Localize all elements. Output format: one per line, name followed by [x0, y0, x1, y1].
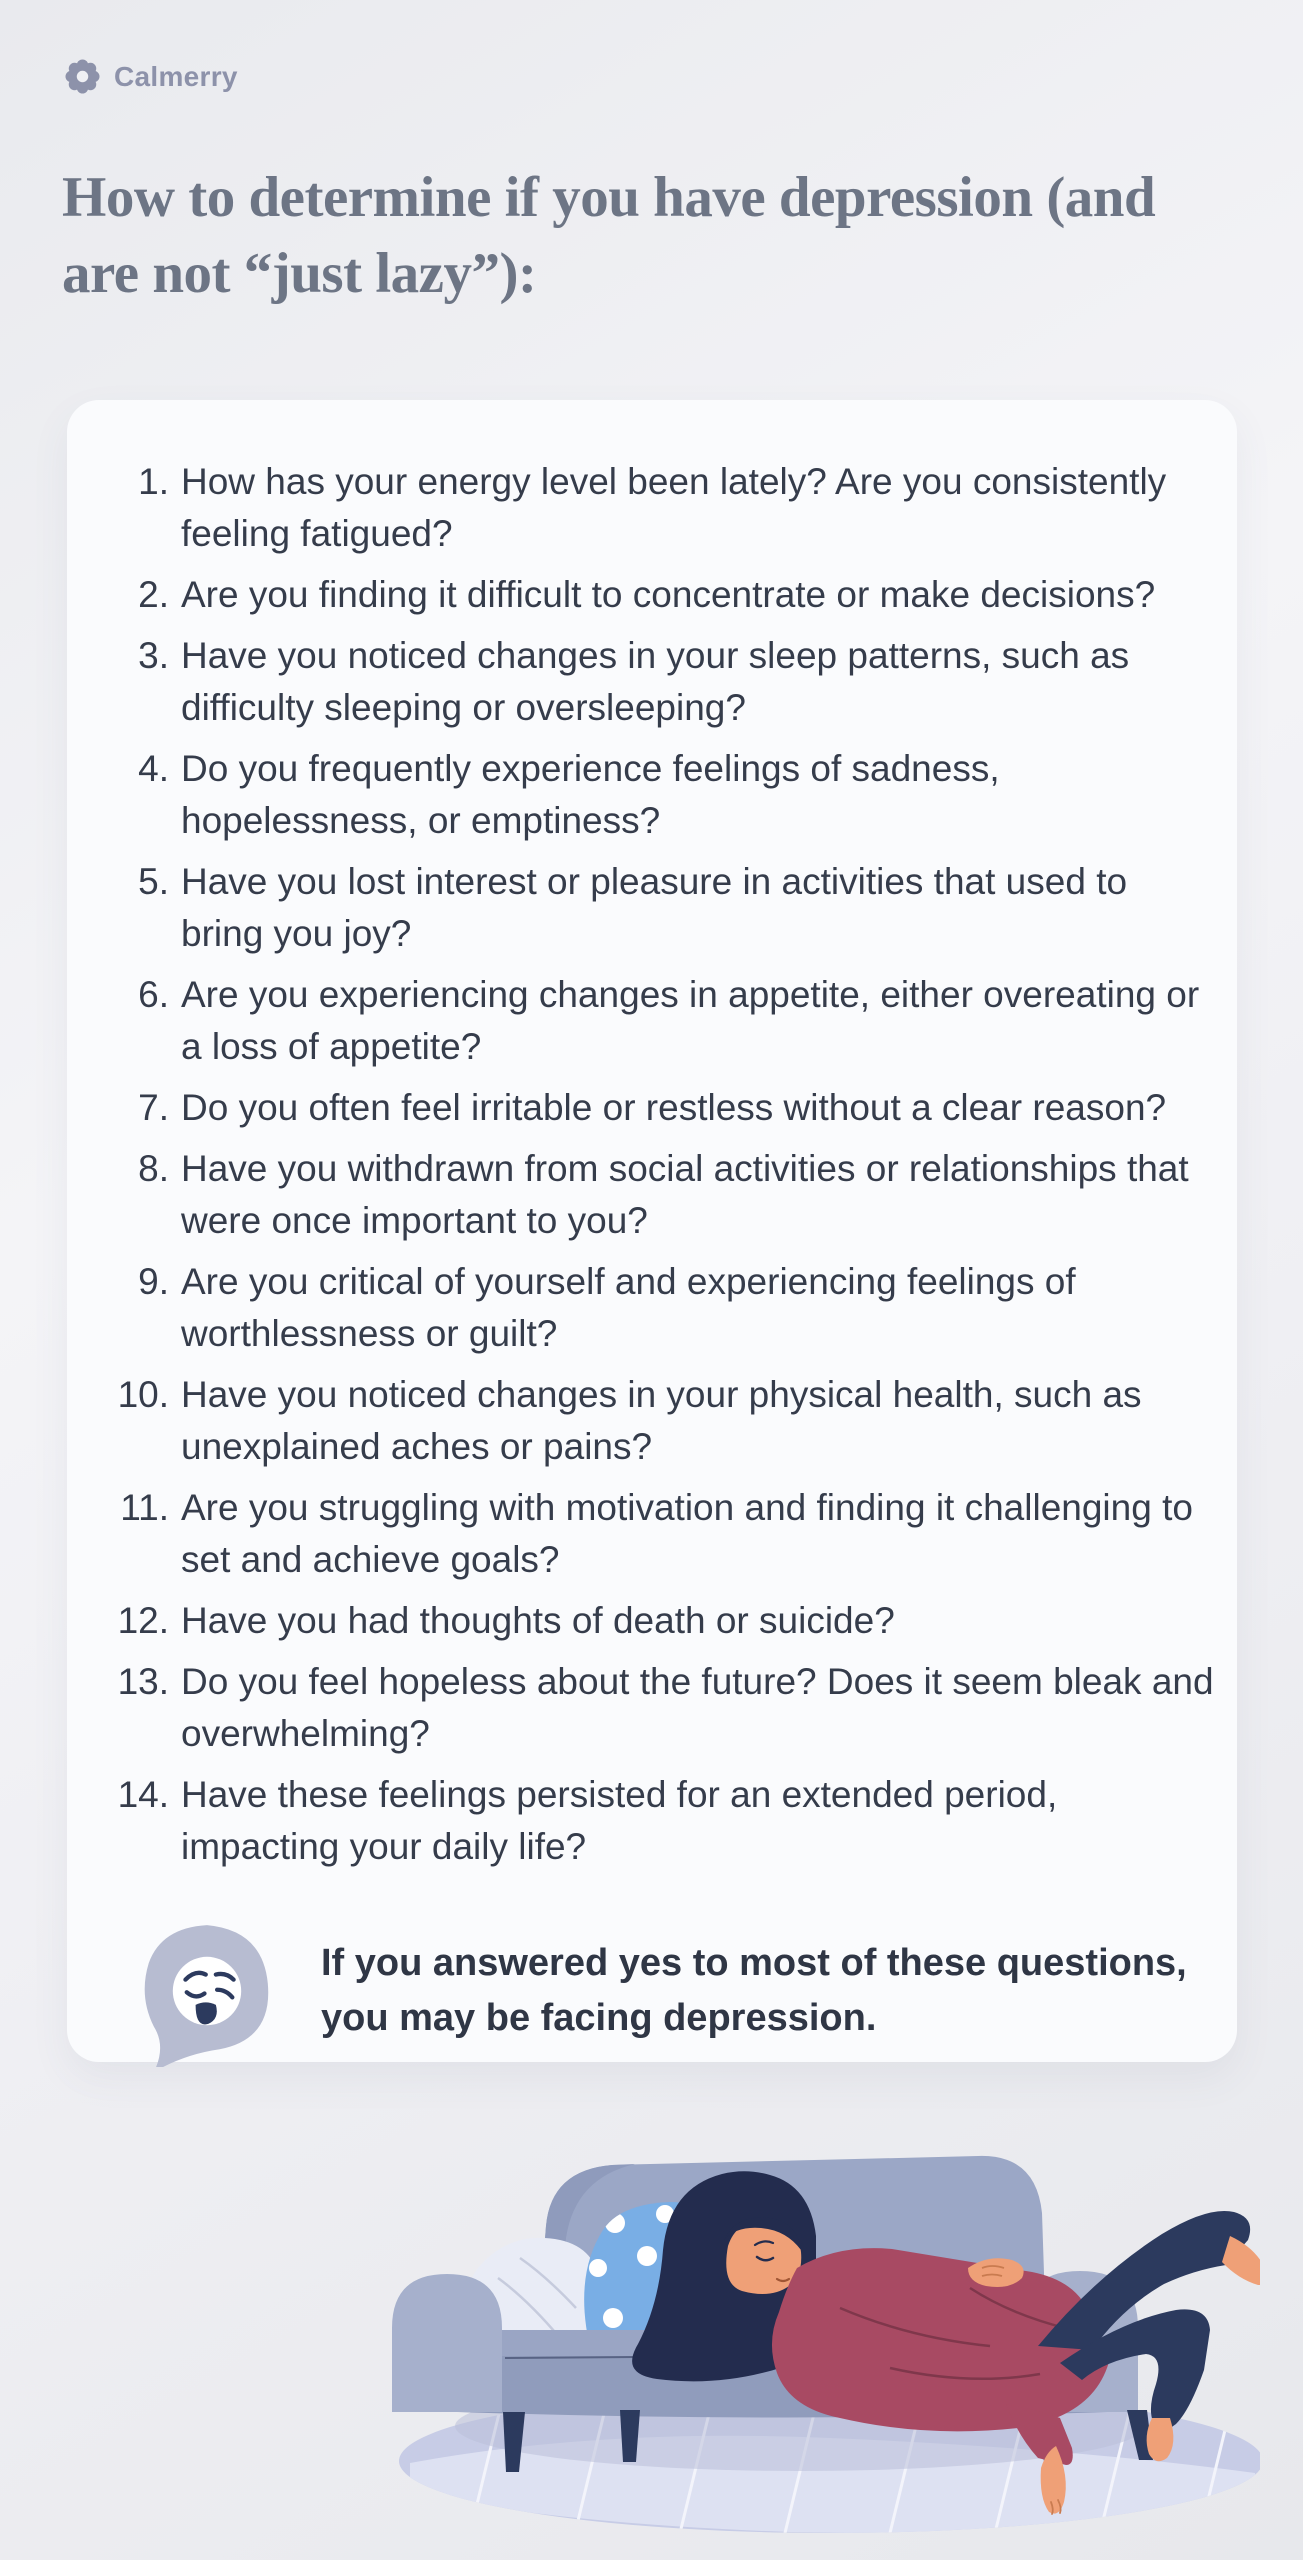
question-text: Have you withdrawn from social activities or relationships that were once important to you? [181, 1148, 1189, 1241]
question-number: 5. [138, 861, 169, 902]
question-text: Do you often feel irritable or restless without a clear reason? [181, 1087, 1167, 1128]
list-item [103, 1143, 1217, 1247]
list-item [103, 630, 1217, 734]
question-text: Have these feelings persisted for an extended period, impacting your daily life? [181, 1774, 1058, 1867]
question-number: 1. [138, 461, 169, 502]
question-text: Have you had thoughts of death or suicide? [181, 1600, 895, 1641]
calmerry-logo [62, 56, 238, 97]
list-item [103, 1656, 1217, 1760]
list-item [103, 969, 1217, 1073]
list-item [103, 1369, 1217, 1473]
question-text: Do you feel hopeless about the future? Does it seem bleak and overwhelming? [181, 1661, 1214, 1754]
question-number: 6. [138, 974, 169, 1015]
question-number: 10. [117, 1374, 169, 1415]
list-item [103, 569, 1217, 621]
list-item [103, 743, 1217, 847]
list-item [103, 1256, 1217, 1360]
list-item [103, 1082, 1217, 1134]
question-number: 3. [138, 635, 169, 676]
question-number: 9. [138, 1261, 169, 1302]
couch-scene [370, 2118, 1260, 2560]
question-number: 13. [117, 1661, 169, 1702]
woman-lying-on-couch-illustration [370, 2118, 1260, 2560]
question-text: Are you critical of yourself and experiencing feelings of worthlessness or guilt? [181, 1261, 1076, 1354]
question-text: How has your energy level been lately? Are you consistently feeling fatigued? [181, 461, 1167, 554]
conclusion-text [321, 1936, 1187, 2046]
question-text: Have you noticed changes in your sleep patterns, such as difficulty sleeping or oversleeping? [181, 635, 1130, 728]
question-list [103, 456, 1217, 1873]
question-text: Are you finding it difficult to concentrate or make decisions? [181, 574, 1156, 615]
question-text: Have you lost interest or pleasure in activities that used to bring you joy? [181, 861, 1128, 954]
list-item [103, 1769, 1217, 1873]
question-text: Have you noticed changes in your physical health, such as unexplained aches or pains? [181, 1374, 1142, 1467]
list-item [103, 856, 1217, 960]
question-number: 2. [138, 574, 169, 615]
question-number: 12. [117, 1600, 169, 1641]
question-text: Do you frequently experience feelings of sadness, hopelessness, or emptiness? [181, 748, 1000, 841]
conclusion-callout [103, 1915, 1217, 2067]
conclusion-line-1: If you answered yes to most of these questions, [321, 1942, 1187, 1984]
question-number: 8. [138, 1148, 169, 1189]
list-item [103, 1482, 1217, 1586]
question-number: 14. [117, 1774, 169, 1815]
question-text: Are you struggling with motivation and finding it challenging to set and achieve goals? [181, 1487, 1193, 1580]
list-item [103, 1595, 1217, 1647]
question-number: 11. [120, 1487, 169, 1528]
question-number: 4. [138, 748, 169, 789]
flower-gear-icon [62, 56, 103, 97]
page-title: How to determine if you have depression (and are not “just lazy”): [62, 166, 1156, 305]
sad-face-speech-bubble-icon [131, 1915, 283, 2067]
conclusion-line-2: you may be facing depression. [321, 1997, 877, 2039]
list-item [103, 456, 1217, 560]
brand-name: Calmerry [114, 60, 238, 92]
questions-card [67, 400, 1237, 2062]
question-text: Are you experiencing changes in appetite, either overeating or a loss of appetite? [181, 974, 1200, 1067]
question-number: 7. [138, 1087, 169, 1128]
